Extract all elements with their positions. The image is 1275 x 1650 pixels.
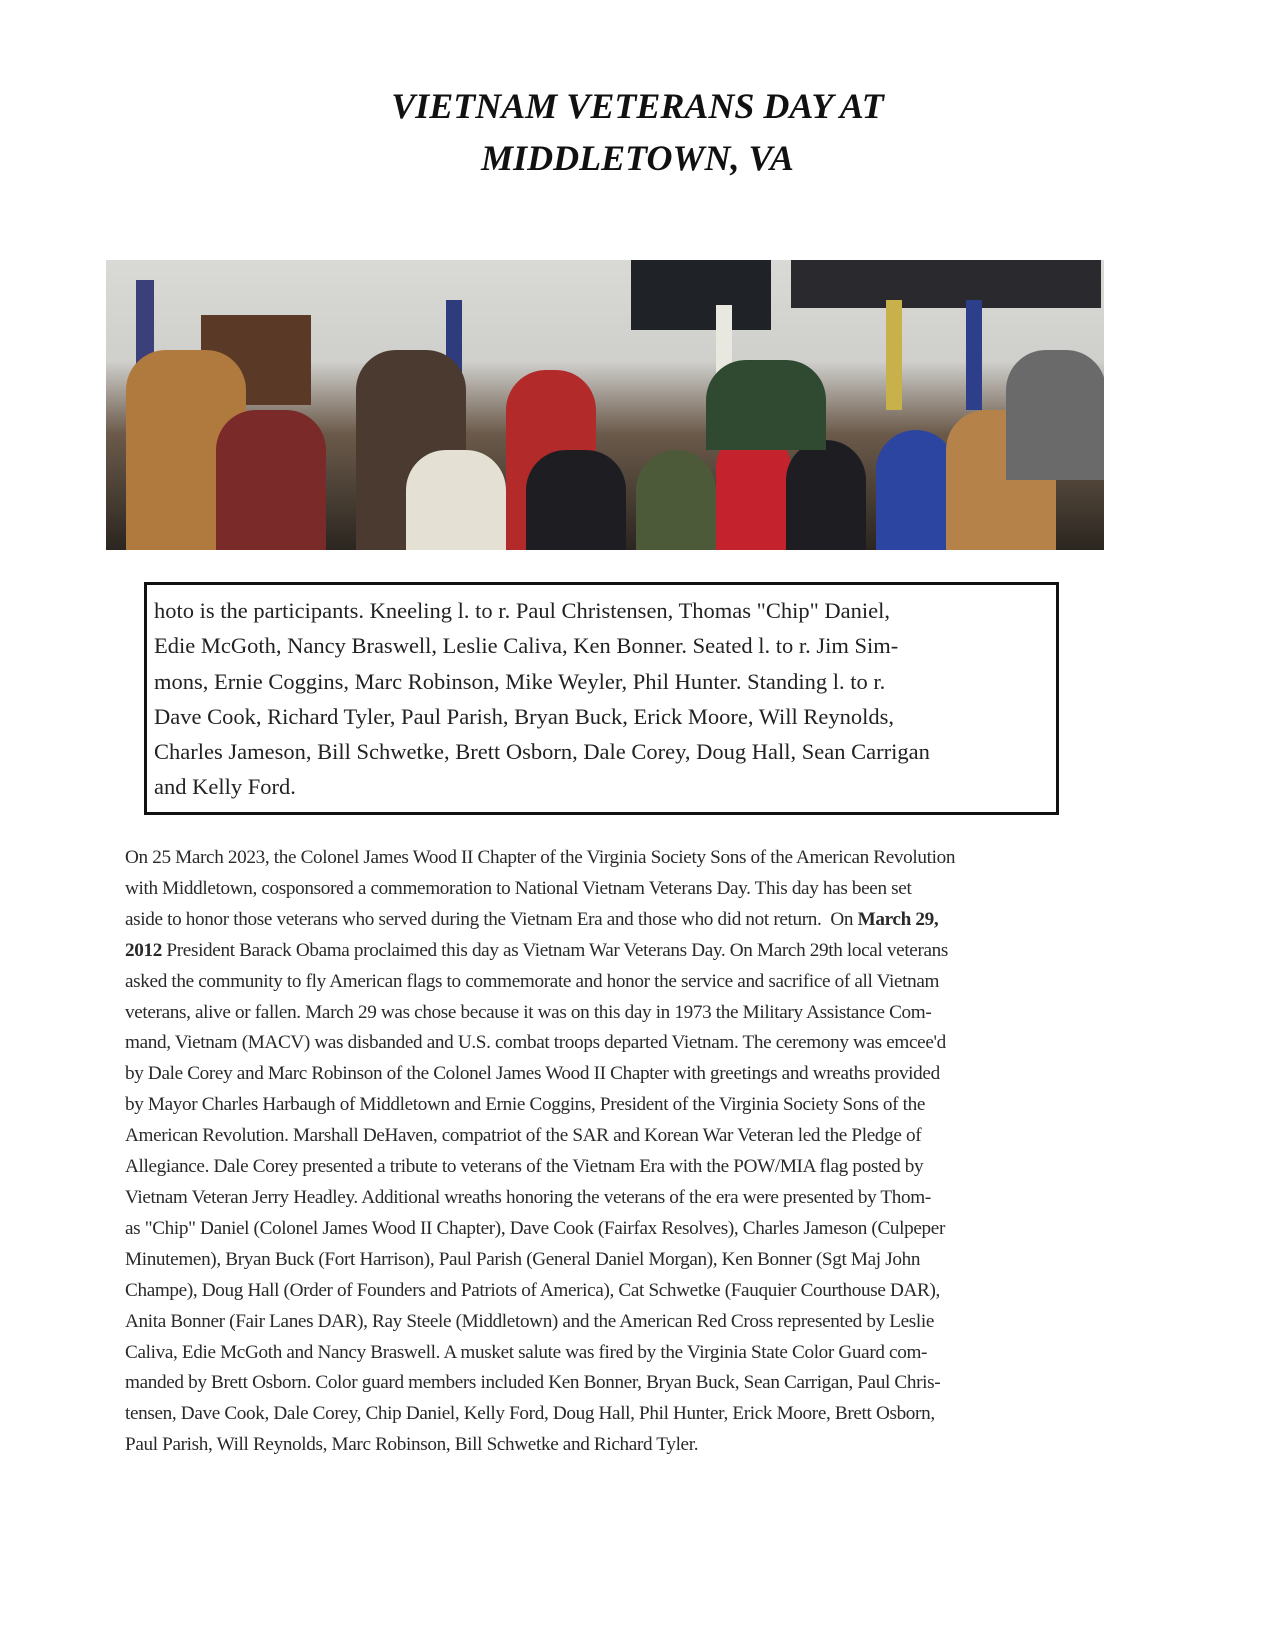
- article-body: [125, 843, 1115, 1461]
- body-line: asked the community to fly American flags to commemorate and honor the service and sacrifice of all Vietnam: [125, 970, 940, 992]
- body-line: manded by Brett Osborn. Color guard members included Ken Bonner, Bryan Buck, Sean Carrigan, Paul Chris-: [125, 1372, 941, 1394]
- person: [216, 410, 326, 550]
- photo-caption-box: [144, 582, 1059, 815]
- person: [526, 450, 626, 550]
- flag: [966, 300, 982, 410]
- flag: [886, 300, 902, 410]
- body-line: [125, 905, 1115, 936]
- body-line: Minutemen), Bryan Buck (Fort Harrison), Paul Parish (General Daniel Morgan), Ken Bonner (Sgt Maj John: [125, 1248, 921, 1270]
- body-line: Paul Parish, Will Reynolds, Marc Robinson, Bill Schwetke and Richard Tyler.: [125, 1434, 699, 1456]
- caption-line: hoto is the participants. Kneeling l. to r. Paul Christensen, Thomas "Chip" Daniel,: [154, 598, 890, 623]
- caption-line: and Kelly Ford.: [154, 774, 296, 800]
- caption-line: Dave Cook, Richard Tyler, Paul Parish, Bryan Buck, Erick Moore, Will Reynolds,: [154, 703, 895, 729]
- caption-line: mons, Ernie Coggins, Marc Robinson, Mike Weyler, Phil Hunter. Standing l. to r.: [154, 668, 886, 694]
- body-line: tensen, Dave Cook, Dale Corey, Chip Daniel, Kelly Ford, Doug Hall, Phil Hunter, Erick Moore, Brett Osborn,: [125, 1403, 935, 1425]
- body-line: veterans, alive or fallen. March 29 was chose because it was on this day in 1973 the Military Assistance Com-: [125, 1001, 932, 1023]
- body-line: as "Chip" Daniel (Colonel James Wood II Chapter), Dave Cook (Fairfax Resolves), Charles Jameson (Culpeper: [125, 1217, 946, 1239]
- person: [1006, 350, 1104, 480]
- body-line: by Mayor Charles Harbaugh of Middletown and Ernie Coggins, President of the Virginia Society Sons of the: [125, 1094, 925, 1116]
- person: [706, 360, 826, 450]
- body-line: by Dale Corey and Marc Robinson of the Colonel James Wood II Chapter with greetings and wreaths provided: [125, 1063, 940, 1085]
- bold-date: 2012: [125, 939, 162, 961]
- person: [876, 430, 956, 550]
- tv-screen: [631, 260, 771, 330]
- person: [636, 450, 716, 550]
- page-title: [0, 80, 1275, 184]
- title-line-1: VIETNAM VETERANS DAY AT: [391, 86, 884, 126]
- person: [406, 450, 506, 550]
- body-line: American Revolution. Marshall DeHaven, compatriot of the SAR and Korean War Veteran led the Pledge of: [125, 1125, 922, 1147]
- body-line: Anita Bonner (Fair Lanes DAR), Ray Steele (Middletown) and the American Red Cross represented by Leslie: [125, 1310, 935, 1332]
- caption-line: Edie McGoth, Nancy Braswell, Leslie Caliva, Ken Bonner. Seated l. to r. Jim Sim-: [154, 633, 899, 659]
- body-line: with Middletown, cosponsored a commemoration to National Vietnam Veterans Day. This day has been set: [125, 877, 912, 899]
- wall-plaque: [791, 260, 1101, 308]
- body-text: President Barack Obama proclaimed this day as Vietnam War Veterans Day. On March 29th local veterans: [161, 939, 949, 961]
- body-line: Champe), Doug Hall (Order of Founders and Patriots of America), Cat Schwetke (Fauquier Courthouse DAR),: [125, 1279, 940, 1301]
- body-text: aside to honor those veterans who served during the Vietnam Era and those who did not return. On: [125, 908, 858, 930]
- body-line: Vietnam Veteran Jerry Headley. Additional wreaths honoring the veterans of the era were presented by Thom-: [125, 1186, 931, 1208]
- body-line: [125, 936, 1115, 967]
- group-photo: [106, 260, 1104, 550]
- body-line: Allegiance. Dale Corey presented a tribute to veterans of the Vietnam Era with the POW/MIA flag posted by: [125, 1156, 924, 1178]
- bold-date: March 29,: [857, 908, 939, 930]
- body-line: mand, Vietnam (MACV) was disbanded and U.S. combat troops departed Vietnam. The ceremony was emcee'd: [125, 1032, 946, 1054]
- body-line: Caliva, Edie McGoth and Nancy Braswell. A musket salute was fired by the Virginia State Color Guard com-: [125, 1341, 928, 1363]
- title-line-2: MIDDLETOWN, VA: [481, 138, 794, 178]
- caption-line: Charles Jameson, Bill Schwetke, Brett Osborn, Dale Corey, Doug Hall, Sean Carrigan: [154, 739, 930, 765]
- body-line: On 25 March 2023, the Colonel James Wood II Chapter of the Virginia Society Sons of the American Revolution: [125, 847, 956, 868]
- person: [786, 440, 866, 550]
